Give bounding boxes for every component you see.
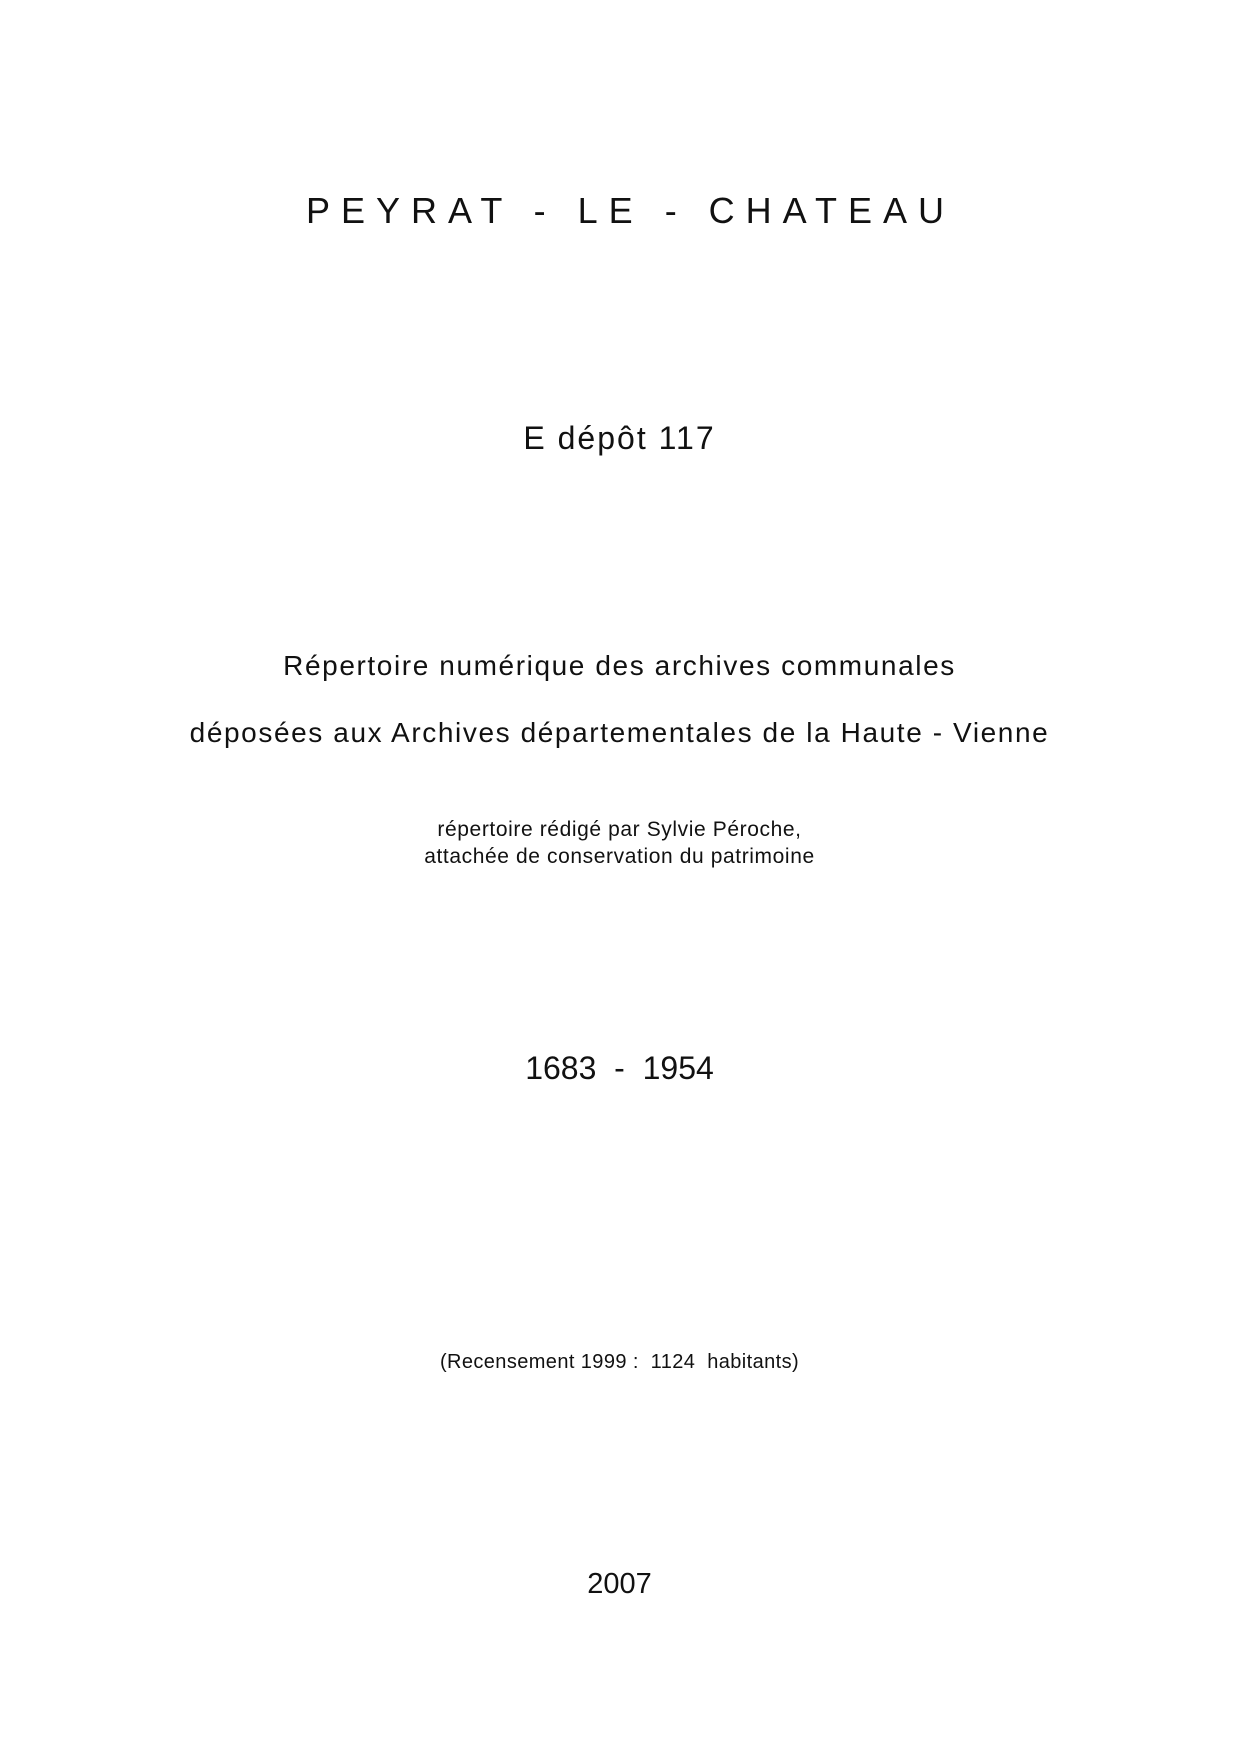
subtitle-line-1: Répertoire numérique des archives communales bbox=[283, 650, 956, 681]
depot-reference: E dépôt 117 bbox=[523, 420, 716, 456]
commune-title: PEYRAT - LE - CHATEAU bbox=[305, 190, 956, 231]
census-note: (Recensement 1999 : 1124 habitants) bbox=[439, 1351, 800, 1373]
date-range: 1683 - 1954 bbox=[525, 1050, 714, 1086]
author-line-2: attachée de conservation du patrimoine bbox=[424, 845, 815, 868]
subtitle-line-2: déposées aux Archives départementales de la Haute - Vienne bbox=[189, 717, 1050, 748]
author-line-1: répertoire rédigé par Sylvie Péroche, bbox=[437, 818, 802, 841]
publication-year: 2007 bbox=[587, 1568, 652, 1600]
